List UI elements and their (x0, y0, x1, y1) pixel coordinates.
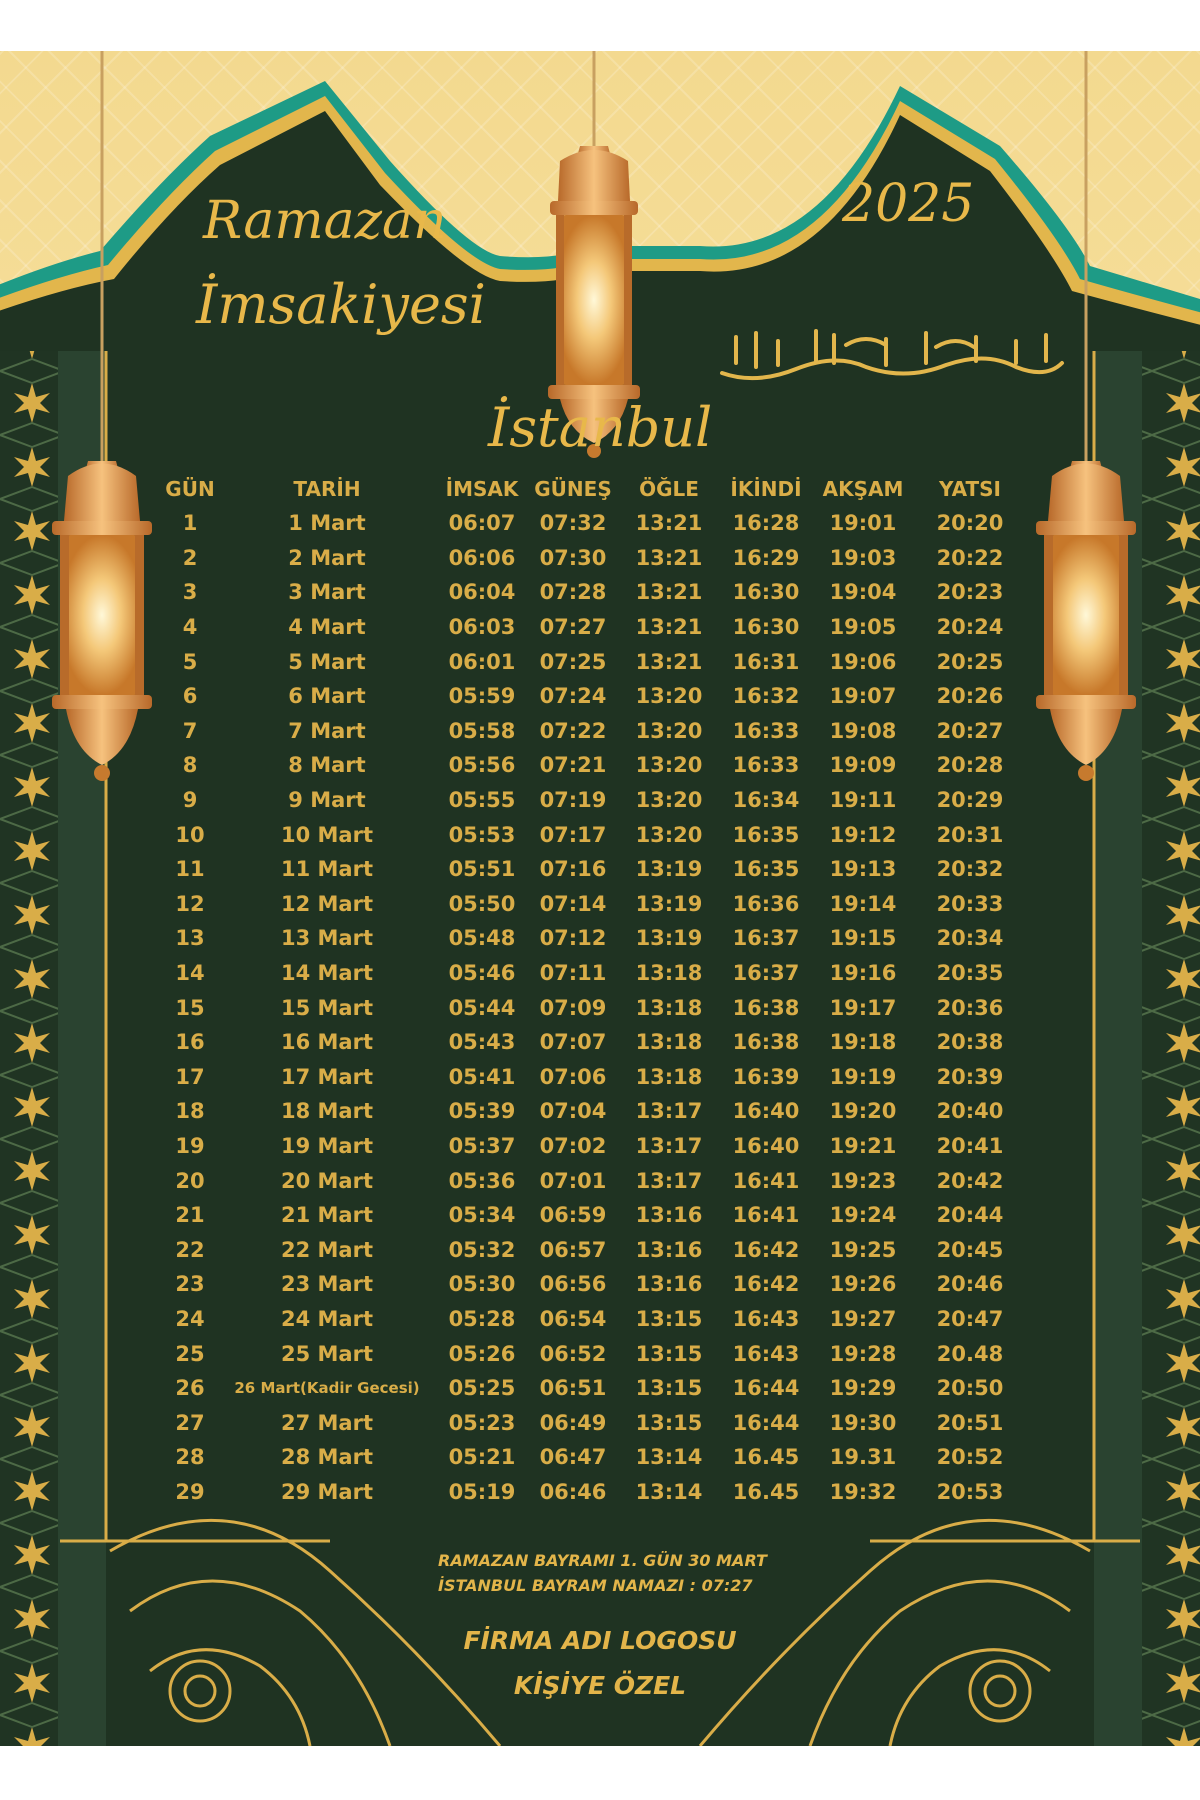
table-cell: 13:21 (635, 580, 703, 605)
table-cell: 20:32 (936, 857, 1004, 882)
table-row (164, 575, 1028, 610)
table-cell: 13 Mart (281, 926, 373, 951)
table-cell: 07:06 (539, 1064, 607, 1089)
personalization-text: KİŞİYE ÖZEL (513, 1671, 687, 1700)
table-cell: 13:15 (635, 1410, 703, 1435)
table-cell: 06:03 (448, 615, 516, 640)
year: 2025 (842, 174, 975, 234)
table-cell: 07:02 (539, 1133, 607, 1158)
table-row (164, 1129, 1028, 1164)
table-cell: 05:26 (448, 1341, 516, 1366)
table-cell: 8 (182, 753, 198, 778)
table-cell: 29 (175, 1479, 205, 1504)
table-cell: 05:51 (448, 857, 516, 882)
table-cell: 19:17 (829, 995, 897, 1020)
table-cell: 22 (175, 1237, 205, 1262)
prayer-times-table (164, 471, 1028, 1509)
table-cell: 13:20 (635, 822, 703, 847)
table-cell: 16:28 (732, 511, 800, 536)
table-cell: 16:41 (732, 1168, 800, 1193)
table-cell: 20:41 (936, 1133, 1004, 1158)
table-cell: 20:47 (936, 1306, 1004, 1331)
table-row (164, 644, 1028, 679)
table-cell: 15 (175, 995, 205, 1020)
table-cell: 16:38 (732, 995, 800, 1020)
table-cell: 16:31 (732, 649, 800, 674)
table-cell: 05:36 (448, 1168, 516, 1193)
table-cell: 26 Mart(Kadir Gecesi) (234, 1379, 420, 1398)
table-cell: 19:24 (829, 1203, 897, 1228)
poster (0, 51, 1200, 1746)
table-cell: 07:27 (539, 615, 607, 640)
table-cell: 21 Mart (281, 1203, 373, 1228)
table-cell: 05:39 (448, 1099, 516, 1124)
table-cell: 05:37 (448, 1133, 516, 1158)
table-cell: 05:28 (448, 1306, 516, 1331)
table-row (164, 1060, 1028, 1095)
table-cell: 13:19 (635, 926, 703, 951)
table-cell: 20:26 (936, 684, 1004, 709)
table-cell: 05:43 (448, 1030, 516, 1055)
table-row (164, 956, 1028, 991)
table-cell: 16 Mart (281, 1030, 373, 1055)
company-logo-text: FİRMA ADI LOGOSU (463, 1626, 737, 1655)
table-cell: 13:18 (635, 1030, 703, 1055)
table-cell: 16:40 (732, 1133, 800, 1158)
table-cell: 19.31 (829, 1445, 897, 1470)
table-cell: 16:29 (732, 545, 800, 570)
table-cell: 16:37 (732, 926, 800, 951)
table-cell: 13:19 (635, 891, 703, 916)
table-cell: 06:07 (448, 511, 516, 536)
table-cell: 6 (182, 684, 198, 709)
table-cell: 28 Mart (281, 1445, 373, 1470)
table-cell: 18 (175, 1099, 205, 1124)
table-cell: 06:46 (539, 1479, 607, 1504)
table-cell: 19:07 (829, 684, 897, 709)
table-row (164, 541, 1028, 576)
table-cell: 18 Mart (281, 1099, 373, 1124)
table-cell: 16.45 (732, 1445, 800, 1470)
table-cell: 07:07 (539, 1030, 607, 1055)
table-cell: 07:32 (539, 511, 607, 536)
table-cell: 19:11 (829, 788, 897, 813)
table-cell: 16:41 (732, 1203, 800, 1228)
table-cell: 05:59 (448, 684, 516, 709)
table-cell: 07:21 (539, 753, 607, 778)
table-cell: 2 Mart (288, 545, 366, 570)
table-cell: 1 Mart (288, 511, 366, 536)
table-cell: 19:27 (829, 1306, 897, 1331)
table-cell: 06:52 (539, 1341, 607, 1366)
table-cell: 20:40 (936, 1099, 1004, 1124)
table-cell: 07:12 (539, 926, 607, 951)
table-cell: 20:31 (936, 822, 1004, 847)
table-cell: 05:19 (448, 1479, 516, 1504)
table-row (164, 783, 1028, 818)
table-cell: 28 (175, 1445, 205, 1470)
table-cell: 20:33 (936, 891, 1004, 916)
table-cell: 05:30 (448, 1272, 516, 1297)
table-cell: 5 Mart (288, 649, 366, 674)
table-row (164, 748, 1028, 783)
table-cell: 07:01 (539, 1168, 607, 1193)
table-cell: 20:27 (936, 718, 1004, 743)
table-cell: 05:25 (448, 1376, 516, 1401)
table-cell: 13:21 (635, 545, 703, 570)
table-cell: 05:23 (448, 1410, 516, 1435)
table-cell: 25 Mart (281, 1341, 373, 1366)
column-header: GÜNEŞ (534, 476, 612, 501)
table-cell: 19:06 (829, 649, 897, 674)
table-cell: 07:09 (539, 995, 607, 1020)
title-line-1: Ramazan (203, 191, 447, 251)
column-header: ÖĞLE (639, 476, 699, 501)
table-cell: 07:30 (539, 545, 607, 570)
table-cell: 17 (175, 1064, 205, 1089)
table-row (164, 1405, 1028, 1440)
table-cell: 5 (182, 649, 198, 674)
basmala-calligraphy-icon (716, 323, 1068, 389)
table-cell: 05:48 (448, 926, 516, 951)
table-cell: 19:04 (829, 580, 897, 605)
table-cell: 16 (175, 1030, 205, 1055)
table-row (164, 1440, 1028, 1475)
table-cell: 3 Mart (288, 580, 366, 605)
table-cell: 6 Mart (288, 684, 366, 709)
table-cell: 20:24 (936, 615, 1004, 640)
table-cell: 2 (182, 545, 198, 570)
table-cell: 13:21 (635, 615, 703, 640)
table-cell: 19:08 (829, 718, 897, 743)
table-cell: 16:37 (732, 961, 800, 986)
table-cell: 24 Mart (281, 1306, 373, 1331)
table-cell: 9 (182, 788, 198, 813)
table-cell: 06:59 (539, 1203, 607, 1228)
table-cell: 3 (182, 580, 198, 605)
table-cell: 13:20 (635, 788, 703, 813)
title-line-2: İmsakiyesi (196, 273, 486, 336)
column-header: TARİH (293, 476, 361, 501)
table-cell: 20:34 (936, 926, 1004, 951)
table-cell: 20:29 (936, 788, 1004, 813)
table-cell: 16:43 (732, 1341, 800, 1366)
table-cell: 19:23 (829, 1168, 897, 1193)
table-cell: 19:26 (829, 1272, 897, 1297)
table-cell: 14 (175, 961, 205, 986)
table-cell: 16:30 (732, 615, 800, 640)
table-cell: 20:23 (936, 580, 1004, 605)
table-cell: 15 Mart (281, 995, 373, 1020)
table-row (164, 679, 1028, 714)
table-cell: 7 (182, 718, 198, 743)
table-cell: 13:18 (635, 961, 703, 986)
table-cell: 23 Mart (281, 1272, 373, 1297)
table-cell: 16:38 (732, 1030, 800, 1055)
table-cell: 07:17 (539, 822, 607, 847)
table-row (164, 1371, 1028, 1406)
table-cell: 05:58 (448, 718, 516, 743)
table-cell: 20:44 (936, 1203, 1004, 1228)
table-cell: 05:56 (448, 753, 516, 778)
table-cell: 20:20 (936, 511, 1004, 536)
table-cell: 13:15 (635, 1306, 703, 1331)
table-cell: 05:50 (448, 891, 516, 916)
table-cell: 19:19 (829, 1064, 897, 1089)
table-row (164, 990, 1028, 1025)
table-cell: 13:20 (635, 684, 703, 709)
table-cell: 20:22 (936, 545, 1004, 570)
table-cell: 06:56 (539, 1272, 607, 1297)
table-cell: 07:16 (539, 857, 607, 882)
table-cell: 13:14 (635, 1445, 703, 1470)
table-row (164, 1198, 1028, 1233)
table-cell: 10 (175, 822, 205, 847)
table-row (164, 1267, 1028, 1302)
table-cell: 19:05 (829, 615, 897, 640)
table-cell: 12 (175, 891, 205, 916)
table-cell: 05:34 (448, 1203, 516, 1228)
table-cell: 13:19 (635, 857, 703, 882)
table-cell: 05:41 (448, 1064, 516, 1089)
table-cell: 20.48 (936, 1341, 1004, 1366)
table-cell: 19:30 (829, 1410, 897, 1435)
column-header: AKŞAM (822, 476, 904, 501)
table-row (164, 1094, 1028, 1129)
table-cell: 26 (175, 1376, 205, 1401)
table-cell: 14 Mart (281, 961, 373, 986)
table-row (164, 506, 1028, 541)
table-cell: 19:32 (829, 1479, 897, 1504)
table-cell: 9 Mart (288, 788, 366, 813)
table-cell: 13:14 (635, 1479, 703, 1504)
table-cell: 13 (175, 926, 205, 951)
column-header: GÜN (165, 476, 215, 501)
table-cell: 13:21 (635, 511, 703, 536)
table-cell: 06:51 (539, 1376, 607, 1401)
table-cell: 16:32 (732, 684, 800, 709)
table-cell: 07:11 (539, 961, 607, 986)
table-cell: 16:36 (732, 891, 800, 916)
table-cell: 16:35 (732, 857, 800, 882)
table-cell: 07:24 (539, 684, 607, 709)
table-cell: 06:06 (448, 545, 516, 570)
table-cell: 07:04 (539, 1099, 607, 1124)
table-cell: 07:22 (539, 718, 607, 743)
column-header: YATSI (939, 476, 1001, 501)
table-cell: 16:42 (732, 1272, 800, 1297)
table-cell: 19:03 (829, 545, 897, 570)
table-cell: 20:42 (936, 1168, 1004, 1193)
table-cell: 19:13 (829, 857, 897, 882)
table-cell: 16:42 (732, 1237, 800, 1262)
table-cell: 07:19 (539, 788, 607, 813)
bayram-prayer-time: İSTANBUL BAYRAM NAMAZI : 07:27 (438, 1576, 753, 1595)
city-name: İstanbul (488, 396, 713, 459)
table-cell: 23 (175, 1272, 205, 1297)
table-cell: 16:43 (732, 1306, 800, 1331)
table-cell: 16:44 (732, 1410, 800, 1435)
table-cell: 19:16 (829, 961, 897, 986)
table-row (164, 852, 1028, 887)
table-cell: 05:53 (448, 822, 516, 847)
table-cell: 11 Mart (281, 857, 373, 882)
table-cell: 19 Mart (281, 1133, 373, 1158)
table-row (164, 1302, 1028, 1337)
table-cell: 06:49 (539, 1410, 607, 1435)
table-cell: 05:46 (448, 961, 516, 986)
table-cell: 16:33 (732, 718, 800, 743)
table-row (164, 921, 1028, 956)
table-cell: 16:34 (732, 788, 800, 813)
table-cell: 29 Mart (281, 1479, 373, 1504)
table-cell: 19:25 (829, 1237, 897, 1262)
table-row (164, 1163, 1028, 1198)
table-cell: 27 Mart (281, 1410, 373, 1435)
table-cell: 17 Mart (281, 1064, 373, 1089)
table-cell: 20:50 (936, 1376, 1004, 1401)
table-cell: 19:29 (829, 1376, 897, 1401)
table-cell: 19:01 (829, 511, 897, 536)
table-cell: 20 (175, 1168, 205, 1193)
table-cell: 13:17 (635, 1168, 703, 1193)
table-cell: 21 (175, 1203, 205, 1228)
table-cell: 13:15 (635, 1341, 703, 1366)
table-cell: 20:36 (936, 995, 1004, 1020)
table-cell: 20:52 (936, 1445, 1004, 1470)
table-cell: 16:30 (732, 580, 800, 605)
table-row (164, 1336, 1028, 1371)
table-cell: 22 Mart (281, 1237, 373, 1262)
table-cell: 05:55 (448, 788, 516, 813)
table-cell: 05:44 (448, 995, 516, 1020)
table-cell: 16.45 (732, 1479, 800, 1504)
table-row (164, 1232, 1028, 1267)
table-cell: 24 (175, 1306, 205, 1331)
table-cell: 20:25 (936, 649, 1004, 674)
table-cell: 13:15 (635, 1376, 703, 1401)
table-cell: 19:12 (829, 822, 897, 847)
table-cell: 16:39 (732, 1064, 800, 1089)
table-cell: 13:18 (635, 995, 703, 1020)
table-cell: 19:20 (829, 1099, 897, 1124)
table-cell: 10 Mart (281, 822, 373, 847)
table-row (164, 1025, 1028, 1060)
table-header-row (164, 471, 1028, 506)
table-cell: 06:57 (539, 1237, 607, 1262)
table-row (164, 714, 1028, 749)
table-cell: 19:14 (829, 891, 897, 916)
table-cell: 12 Mart (281, 891, 373, 916)
table-cell: 16:33 (732, 753, 800, 778)
table-cell: 19:21 (829, 1133, 897, 1158)
table-cell: 13:20 (635, 753, 703, 778)
column-header: İMSAK (445, 476, 519, 501)
table-cell: 20 Mart (281, 1168, 373, 1193)
table-row (164, 887, 1028, 922)
table-cell: 20:38 (936, 1030, 1004, 1055)
table-cell: 4 Mart (288, 615, 366, 640)
table-cell: 20:51 (936, 1410, 1004, 1435)
table-row (164, 610, 1028, 645)
table-cell: 06:01 (448, 649, 516, 674)
table-cell: 13:20 (635, 718, 703, 743)
table-cell: 13:17 (635, 1133, 703, 1158)
table-cell: 13:16 (635, 1203, 703, 1228)
table-cell: 05:21 (448, 1445, 516, 1470)
table-cell: 1 (182, 511, 198, 536)
table-cell: 13:16 (635, 1272, 703, 1297)
table-cell: 05:32 (448, 1237, 516, 1262)
table-cell: 16:35 (732, 822, 800, 847)
column-header: İKİNDİ (730, 476, 802, 501)
table-cell: 20:39 (936, 1064, 1004, 1089)
table-cell: 07:28 (539, 580, 607, 605)
table-cell: 19:15 (829, 926, 897, 951)
table-cell: 20:45 (936, 1237, 1004, 1262)
table-cell: 19:09 (829, 753, 897, 778)
table-cell: 19:28 (829, 1341, 897, 1366)
table-cell: 11 (175, 857, 205, 882)
table-cell: 19:18 (829, 1030, 897, 1055)
table-cell: 27 (175, 1410, 205, 1435)
table-cell: 13:18 (635, 1064, 703, 1089)
table-cell: 07:14 (539, 891, 607, 916)
table-cell: 16:44 (732, 1376, 800, 1401)
table-row (164, 1475, 1028, 1510)
table-cell: 8 Mart (288, 753, 366, 778)
table-cell: 20:46 (936, 1272, 1004, 1297)
table-cell: 07:25 (539, 649, 607, 674)
table-cell: 13:16 (635, 1237, 703, 1262)
table-cell: 25 (175, 1341, 205, 1366)
table-cell: 20:28 (936, 753, 1004, 778)
table-cell: 20:53 (936, 1479, 1004, 1504)
table-cell: 7 Mart (288, 718, 366, 743)
table-cell: 13:17 (635, 1099, 703, 1124)
table-cell: 06:04 (448, 580, 516, 605)
table-cell: 16:40 (732, 1099, 800, 1124)
table-row (164, 817, 1028, 852)
table-cell: 19 (175, 1133, 205, 1158)
table-cell: 06:47 (539, 1445, 607, 1470)
bayram-date: RAMAZAN BAYRAMI 1. GÜN 30 MART (438, 1551, 767, 1570)
table-cell: 20:35 (936, 961, 1004, 986)
table-cell: 13:21 (635, 649, 703, 674)
table-cell: 4 (182, 615, 198, 640)
table-cell: 06:54 (539, 1306, 607, 1331)
